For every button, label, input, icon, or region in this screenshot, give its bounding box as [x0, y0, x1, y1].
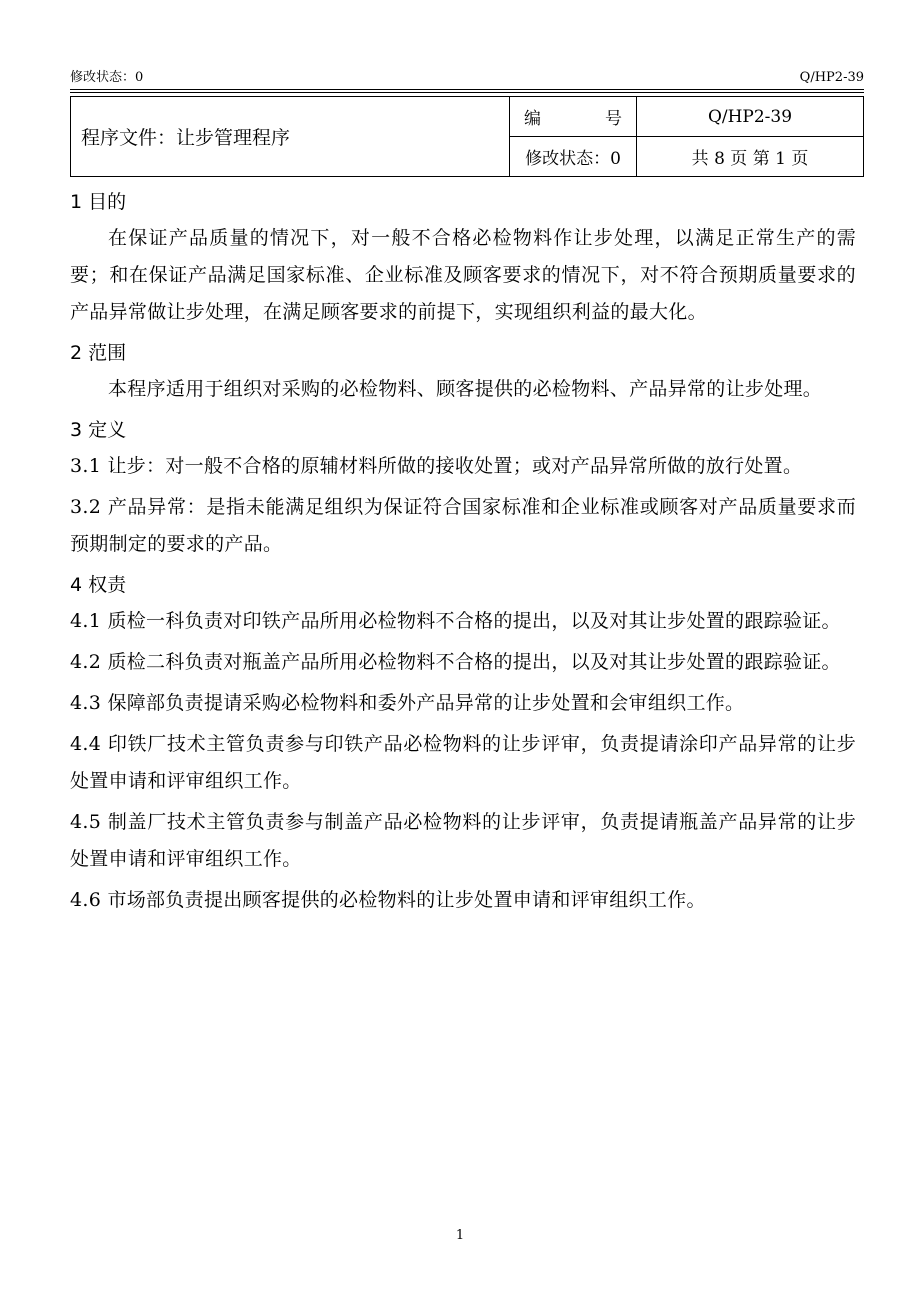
clause-4-1: 4.1 质检一科负责对印铁产品所用必检物料不合格的提出，以及对其让步处置的跟踪验证。 — [70, 610, 841, 632]
running-header-revision: 修改状态：0 — [70, 70, 144, 85]
number-value: Q/HP2-39 — [637, 97, 864, 137]
section-1-heading: 1 目的 — [70, 191, 127, 213]
number-label-part-a: 编 — [524, 109, 541, 129]
header-rule-second — [70, 92, 864, 93]
clause-4-3: 4.3 保障部负责提请采购必检物料和委外产品异常的让步处置和会审组织工作。 — [70, 692, 745, 714]
document-title: 程序文件：让步管理程序 — [71, 97, 510, 177]
document-body — [70, 182, 856, 923]
section-1-paragraph: 在保证产品质量的情况下，对一般不合格必检物料作让步处理，以满足正常生产的需要；和在保证产品满足国家标准、企业标准及顾客要求的情况下，对不符合预期质量要求的产品异常做让步处理，在满足顾客要求的前提下，实现组织利益的最大化。 — [70, 227, 856, 323]
clause-4-6: 4.6 市场部负责提出顾客提供的必检物料的让步处置申请和评审组织工作。 — [70, 889, 706, 911]
page-number: 1 — [455, 1228, 465, 1243]
running-header — [70, 70, 864, 86]
document-header-table — [70, 96, 864, 177]
number-label — [510, 97, 637, 137]
clause-3-2: 3.2 产品异常：是指未能满足组织为保证符合国家标准和企业标准或顾客对产品质量要求而预期制定的要求的产品。 — [70, 496, 856, 555]
header-rule — [70, 89, 864, 90]
section-3-heading: 3 定义 — [70, 419, 127, 441]
section-2-paragraph: 本程序适用于组织对采购的必检物料、顾客提供的必检物料、产品异常的让步处理。 — [108, 378, 823, 400]
clause-4-2: 4.2 质检二科负责对瓶盖产品所用必检物料不合格的提出，以及对其让步处置的跟踪验证。 — [70, 651, 841, 673]
revision-label: 修改状态：0 — [510, 137, 637, 177]
section-4-heading: 4 权责 — [70, 574, 127, 596]
running-header-doc-code: Q/HP2-39 — [799, 70, 864, 85]
clause-3-1: 3.1 让步：对一般不合格的原辅材料所做的接收处置；或对产品异常所做的放行处置。 — [70, 455, 803, 477]
number-label-part-b: 号 — [605, 109, 622, 129]
section-2-heading: 2 范围 — [70, 342, 127, 364]
page-count: 共 8 页 第 1 页 — [637, 137, 864, 177]
clause-4-5: 4.5 制盖厂技术主管负责参与制盖产品必检物料的让步评审，负责提请瓶盖产品异常的让步处置申请和评审组织工作。 — [70, 811, 856, 870]
clause-4-4: 4.4 印铁厂技术主管负责参与印铁产品必检物料的让步评审，负责提请涂印产品异常的让步处置申请和评审组织工作。 — [70, 733, 856, 792]
